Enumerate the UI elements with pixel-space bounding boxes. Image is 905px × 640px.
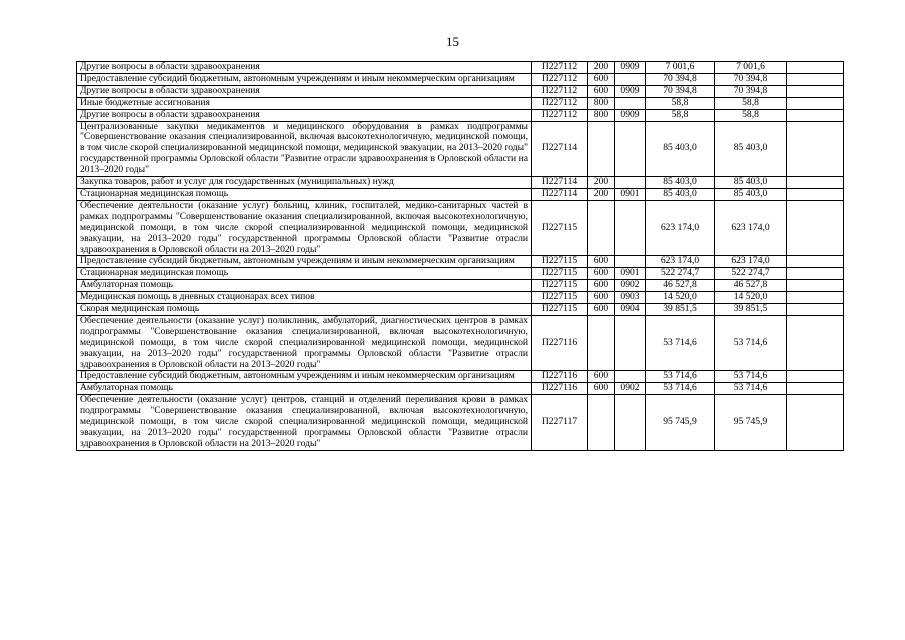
target-code-cell: П227112 (532, 97, 588, 109)
amount-total-cell: 85 403,0 (715, 121, 787, 177)
row-name-cell: Иные бюджетные ассигнования (77, 97, 532, 109)
amount-cell: 53 714,6 (646, 371, 715, 383)
amount-cell: 39 851,5 (646, 304, 715, 316)
row-name-cell: Медицинская помощь в дневных стационарах всех типов (77, 292, 532, 304)
amount-total-cell: 39 851,5 (715, 304, 787, 316)
row-name-cell: Централизованные закупки медикаментов и медицинского оборудования в рамках подпрограммы "Совершенствование оказания специализированной, включая высокотехнологичную, медицинской помощи, в том числе скорой специализированной медицинской помощи, медицинской эвакуации, на 2013–2020 годы" государственной программы Орловской области "Развитие отрасли здравоохранения в Орловской области на 2013–2020 годы" (77, 121, 532, 177)
row-name-cell: Предоставление субсидий бюджетным, автономным учреждениям и иным некоммерческим организациям (77, 73, 532, 85)
amount-cell: 14 520,0 (646, 292, 715, 304)
expense-type-cell (588, 315, 615, 371)
section-code-cell: 0909 (615, 109, 646, 121)
row-name-cell: Другие вопросы в области здравоохранения (77, 62, 532, 74)
amount-total-cell: 522 274,7 (715, 268, 787, 280)
table-row (77, 292, 844, 304)
empty-cell (787, 304, 844, 316)
target-code-cell: П227112 (532, 109, 588, 121)
expense-type-cell (588, 395, 615, 451)
row-name-cell: Другие вопросы в области здравоохранения (77, 85, 532, 97)
empty-cell (787, 200, 844, 256)
amount-cell: 522 274,7 (646, 268, 715, 280)
section-code-cell: 0904 (615, 304, 646, 316)
target-code-cell: П227114 (532, 177, 588, 189)
amount-total-cell: 14 520,0 (715, 292, 787, 304)
amount-total-cell: 53 714,6 (715, 371, 787, 383)
expense-type-cell: 200 (588, 188, 615, 200)
amount-cell: 58,8 (646, 109, 715, 121)
table-row (77, 268, 844, 280)
target-code-cell: П227114 (532, 121, 588, 177)
table-row (77, 315, 844, 371)
section-code-cell: 0909 (615, 62, 646, 74)
target-code-cell: П227115 (532, 292, 588, 304)
empty-cell (787, 177, 844, 189)
expense-type-cell: 600 (588, 304, 615, 316)
table-row (77, 188, 844, 200)
row-name-cell: Закупка товаров, работ и услуг для государственных (муниципальных) нужд (77, 177, 532, 189)
section-code-cell: 0901 (615, 188, 646, 200)
amount-total-cell: 58,8 (715, 97, 787, 109)
section-code-cell (615, 371, 646, 383)
empty-cell (787, 383, 844, 395)
amount-cell: 70 394,8 (646, 85, 715, 97)
row-name-cell: Амбулаторная помощь (77, 280, 532, 292)
expense-type-cell: 600 (588, 256, 615, 268)
target-code-cell: П227112 (532, 62, 588, 74)
empty-cell (787, 188, 844, 200)
amount-cell: 53 714,6 (646, 383, 715, 395)
amount-cell: 85 403,0 (646, 188, 715, 200)
amount-total-cell: 623 174,0 (715, 200, 787, 256)
expense-type-cell: 600 (588, 268, 615, 280)
empty-cell (787, 121, 844, 177)
expense-type-cell: 600 (588, 280, 615, 292)
section-code-cell (615, 256, 646, 268)
section-code-cell: 0902 (615, 383, 646, 395)
amount-total-cell: 623 174,0 (715, 256, 787, 268)
section-code-cell (615, 395, 646, 451)
amount-total-cell: 70 394,8 (715, 73, 787, 85)
expense-type-cell: 200 (588, 62, 615, 74)
table-row (77, 97, 844, 109)
amount-cell: 58,8 (646, 97, 715, 109)
target-code-cell: П227117 (532, 395, 588, 451)
amount-cell: 623 174,0 (646, 200, 715, 256)
table-row (77, 109, 844, 121)
row-name-cell: Другие вопросы в области здравоохранения (77, 109, 532, 121)
target-code-cell: П227115 (532, 200, 588, 256)
empty-cell (787, 97, 844, 109)
section-code-cell: 0901 (615, 268, 646, 280)
table-row (77, 395, 844, 451)
expense-type-cell: 200 (588, 177, 615, 189)
table-row (77, 371, 844, 383)
amount-total-cell: 70 394,8 (715, 85, 787, 97)
table-row (77, 304, 844, 316)
section-code-cell: 0909 (615, 85, 646, 97)
row-name-cell: Обеспечение деятельности (оказание услуг) больниц, клиник, госпиталей, медико-санитарных частей в рамках подпрограммы "Совершенствование оказания специализированной, включая высокотехнологичную, медицинской помощи, в том числе скорой специализированной медицинской помощи, медицинской эвакуации, на 2013–2020 годы" государственной программы Орловской области "Развитие отрасли здравоохранения в Орловской области на 2013–2020 годы" (77, 200, 532, 256)
row-name-cell: Предоставление субсидий бюджетным, автономным учреждениям и иным некоммерческим организациям (77, 256, 532, 268)
table-row (77, 62, 844, 74)
empty-cell (787, 395, 844, 451)
empty-cell (787, 73, 844, 85)
target-code-cell: П227116 (532, 371, 588, 383)
section-code-cell (615, 121, 646, 177)
target-code-cell: П227116 (532, 315, 588, 371)
empty-cell (787, 292, 844, 304)
amount-total-cell: 95 745,9 (715, 395, 787, 451)
budget-table-body (77, 62, 844, 451)
amount-total-cell: 85 403,0 (715, 177, 787, 189)
table-row (77, 177, 844, 189)
empty-cell (787, 62, 844, 74)
table-row (77, 121, 844, 177)
expense-type-cell: 800 (588, 97, 615, 109)
section-code-cell (615, 315, 646, 371)
empty-cell (787, 280, 844, 292)
amount-cell: 623 174,0 (646, 256, 715, 268)
row-name-cell: Обеспечение деятельности (оказание услуг) поликлиник, амбулаторий, диагностических центров в рамках подпрограммы "Совершенствование оказания специализированной, включая высокотехнологичную, медицинской помощи, в том числе скорой специализированной медицинской помощи, медицинской эвакуации, на 2013–2020 годы" государственной программы Орловской области "Развитие отрасли здравоохранения в Орловской области на 2013–2020 годы" (77, 315, 532, 371)
empty-cell (787, 256, 844, 268)
amount-cell: 85 403,0 (646, 177, 715, 189)
empty-cell (787, 268, 844, 280)
amount-cell: 53 714,6 (646, 315, 715, 371)
target-code-cell: П227114 (532, 188, 588, 200)
target-code-cell: П227115 (532, 280, 588, 292)
empty-cell (787, 371, 844, 383)
expense-type-cell: 600 (588, 85, 615, 97)
expense-type-cell: 600 (588, 292, 615, 304)
section-code-cell: 0903 (615, 292, 646, 304)
expense-type-cell: 600 (588, 383, 615, 395)
amount-cell: 85 403,0 (646, 121, 715, 177)
target-code-cell: П227115 (532, 256, 588, 268)
amount-total-cell: 58,8 (715, 109, 787, 121)
table-row (77, 280, 844, 292)
amount-total-cell: 53 714,6 (715, 383, 787, 395)
table-row (77, 383, 844, 395)
amount-cell: 95 745,9 (646, 395, 715, 451)
table-row (77, 200, 844, 256)
row-name-cell: Предоставление субсидий бюджетным, автономным учреждениям и иным некоммерческим организациям (77, 371, 532, 383)
row-name-cell: Обеспечение деятельности (оказание услуг) центров, станций и отделений переливания крови в рамках подпрограммы "Совершенствование оказания специализированной, включая высокотехнологичную, медицинской помощи, в том числе скорой специализированной медицинской помощи, медицинской эвакуации, на 2013–2020 годы" государственной программы Орловской области "Развитие отрасли здравоохранения в Орловской области на 2013–2020 годы" (77, 395, 532, 451)
table-row (77, 73, 844, 85)
section-code-cell (615, 200, 646, 256)
expense-type-cell: 600 (588, 371, 615, 383)
expense-type-cell (588, 200, 615, 256)
target-code-cell: П227115 (532, 304, 588, 316)
row-name-cell: Стационарная медицинская помощь (77, 188, 532, 200)
section-code-cell (615, 97, 646, 109)
budget-table (76, 61, 844, 451)
amount-cell: 70 394,8 (646, 73, 715, 85)
amount-cell: 7 001,6 (646, 62, 715, 74)
empty-cell (787, 85, 844, 97)
expense-type-cell: 600 (588, 73, 615, 85)
table-row (77, 85, 844, 97)
row-name-cell: Амбулаторная помощь (77, 383, 532, 395)
expense-type-cell: 800 (588, 109, 615, 121)
amount-total-cell: 85 403,0 (715, 188, 787, 200)
section-code-cell (615, 177, 646, 189)
target-code-cell: П227112 (532, 85, 588, 97)
amount-total-cell: 53 714,6 (715, 315, 787, 371)
empty-cell (787, 315, 844, 371)
target-code-cell: П227112 (532, 73, 588, 85)
target-code-cell: П227115 (532, 268, 588, 280)
target-code-cell: П227116 (532, 383, 588, 395)
expense-type-cell (588, 121, 615, 177)
amount-cell: 46 527,8 (646, 280, 715, 292)
table-row (77, 256, 844, 268)
empty-cell (787, 109, 844, 121)
row-name-cell: Стационарная медицинская помощь (77, 268, 532, 280)
section-code-cell: 0902 (615, 280, 646, 292)
amount-total-cell: 7 001,6 (715, 62, 787, 74)
page-number: 15 (446, 34, 459, 49)
row-name-cell: Скорая медицинская помощь (77, 304, 532, 316)
section-code-cell (615, 73, 646, 85)
amount-total-cell: 46 527,8 (715, 280, 787, 292)
